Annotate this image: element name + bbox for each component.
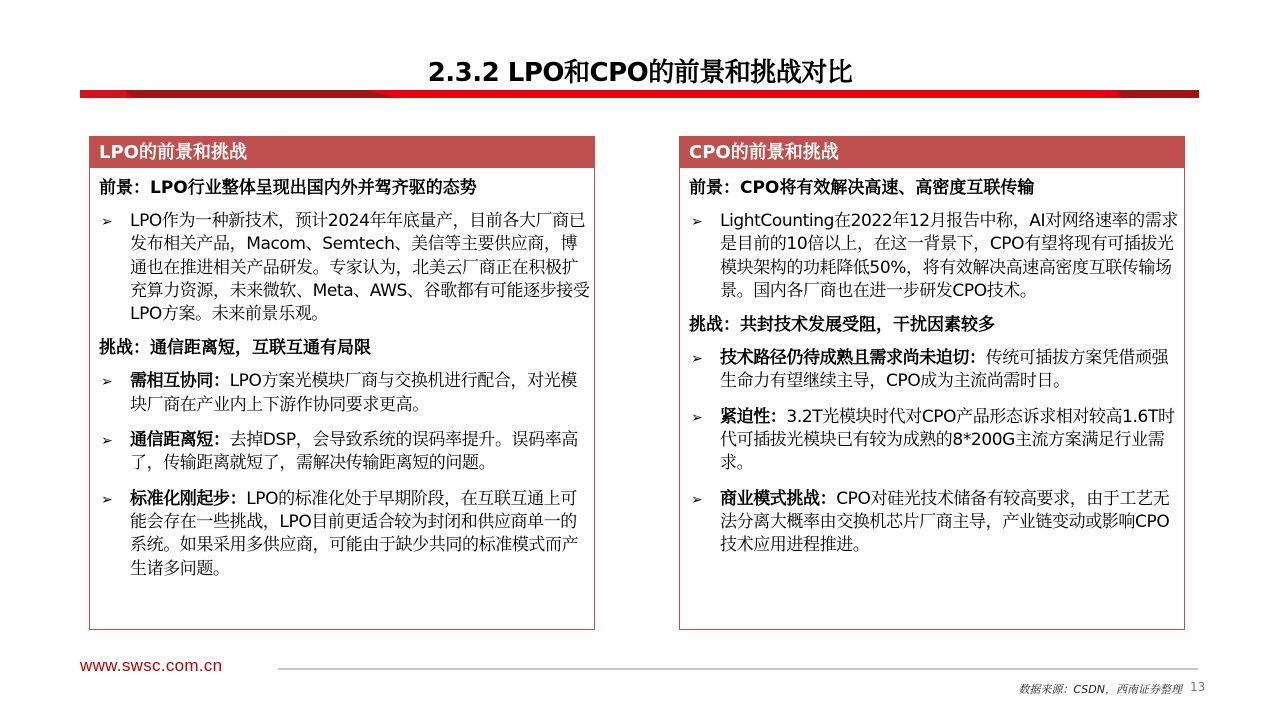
- challenge-title: 挑战：共封技术发展受阻，干扰因素较多: [689, 315, 995, 336]
- challenge-title: 挑战：通信距离短，互联互通有局限: [99, 338, 371, 359]
- footer-divider: [278, 668, 1198, 670]
- arrow-bullet-icon: ➢: [691, 214, 703, 230]
- list-item: [680, 210, 1184, 303]
- list-item: [680, 488, 1184, 558]
- list-item: [680, 347, 1184, 394]
- item-text: 传统可插拔方案凭借顽强生命力有望继续主导，CPO成为主流尚需时日。: [720, 348, 1169, 392]
- data-source: 数据来源：CSDN，西南证券整理: [1018, 683, 1182, 696]
- title-divider-bar: [80, 90, 1199, 98]
- item-text: CPO对硅光技术储备有较高要求，由于工艺无法分离大概率由交换机芯片厂商主导，产业链变动或影响CPO技术应用进程推进。: [720, 488, 1170, 556]
- arrow-bullet-icon: ➢: [101, 491, 113, 508]
- prospect-title: 前景：LPO行业整体呈现出国内外并驾齐驱的态势: [99, 178, 477, 198]
- item-label: 需相互协同：: [130, 371, 230, 392]
- bar-segment: [80, 90, 126, 98]
- cpo-panel: [679, 136, 1185, 630]
- arrow-bullet-icon: ➢: [691, 351, 703, 368]
- arrow-bullet-icon: ➢: [101, 374, 113, 391]
- item-text: LPO方案光模块厂商与交换机进行配合，对光模块厂商在产业内上下游作协同要求更高。: [130, 371, 577, 415]
- item-text: LPO作为一种新技术，预计2024年年底量产，目前各大厂商已发布相关产品，Macom、Semtech、美信等主要供应商，博通也在推进相关产品研发。专家认为，北美云厂商正在积极扩充算力资源，未来微软、Meta、AWS、谷歌都有可能逐步接受LPO方案。未来前景乐观。: [130, 211, 590, 325]
- arrow-bullet-icon: ➢: [101, 214, 113, 230]
- prospect-title: 前景：CPO将有效解决高速、高密度互联传输: [689, 178, 1035, 198]
- item-text: 去掉DSP，会导致系统的误码率提升。误码率高了，传输距离就短了，需解决传输距离短的问题。: [130, 430, 578, 474]
- item-label: 商业模式挑战：: [720, 488, 837, 509]
- arrow-bullet-icon: ➢: [691, 409, 703, 426]
- panel-header: LPO的前景和挑战: [90, 137, 594, 168]
- list-item: [90, 370, 594, 417]
- item-text: 3.2T光模块时代对CPO产品形态诉求相对较高1.6T时代可插拔光模块已有较为成熟的8*200G主流方案满足行业需求。: [720, 406, 1175, 474]
- list-item: [90, 488, 594, 581]
- bar-segment: [124, 90, 394, 98]
- panel-header: CPO的前景和挑战: [680, 137, 1184, 168]
- lpo-panel: [89, 136, 595, 630]
- list-item: [90, 210, 594, 326]
- website-link[interactable]: www.swsc.com.cn: [80, 656, 223, 675]
- item-label: 通信距离短：: [130, 430, 230, 451]
- item-label: 技术路径仍待成熟且需求尚未迫切：: [720, 348, 986, 369]
- item-label: 标准化刚起步：: [130, 488, 247, 509]
- arrow-bullet-icon: ➢: [101, 433, 113, 450]
- list-item: [680, 406, 1184, 476]
- bar-segment: [1117, 90, 1199, 98]
- item-text: LPO的标准化处于早期阶段，在互联互通上可能会存在一些挑战，LPO目前更适合较为封闭和供应商单一的系统。如果采用多供应商，可能由于缺少共同的标准模式而产生诸多问题。: [130, 488, 579, 579]
- page-title: 2.3.2 LPO和CPO的前景和挑战对比: [427, 58, 853, 88]
- item-label: 紧迫性：: [720, 406, 787, 427]
- page-number: 13: [1190, 680, 1206, 694]
- list-item: [90, 429, 594, 476]
- item-text: LightCounting在2022年12月报告中称，AI对网络速率的需求是目前的10倍以上，在这一背景下，CPO有望将现有可插拔光模块架构的功耗降低50%，将有效解决高速高密度互联传输场景。国内各厂商也在进一步研发CPO技术。: [720, 211, 1178, 301]
- arrow-bullet-icon: ➢: [691, 491, 703, 508]
